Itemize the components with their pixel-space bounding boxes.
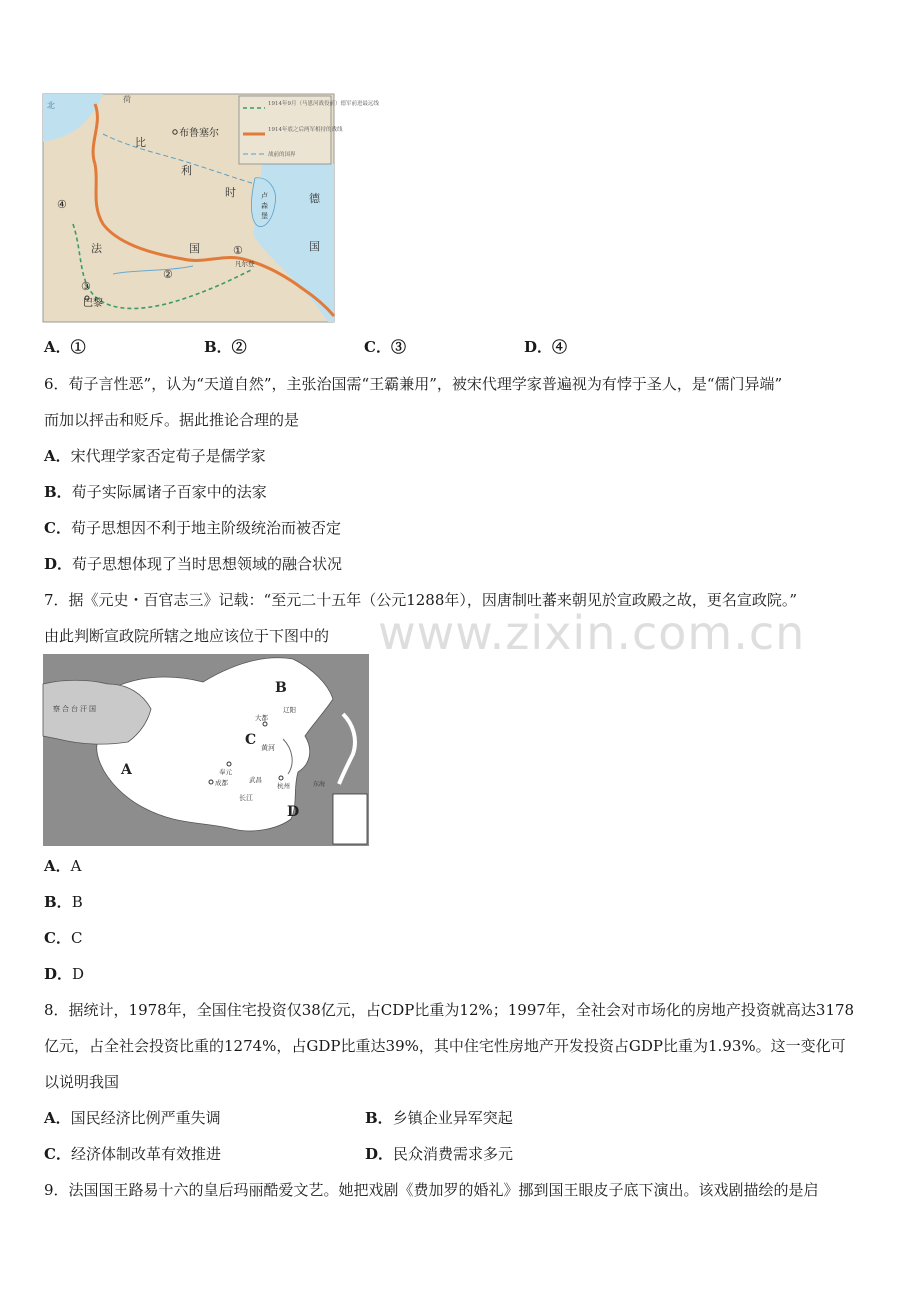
map2-label-A: A [121,762,132,778]
map2-label-D: D [287,804,300,820]
map1-marker-2: ② [163,268,173,281]
map2-label-C: C [245,732,257,748]
q7-stem-line1: 7．据《元史・百官志三》记载：“至元二十五年（公元1288年），因唐制吐蕃来朝见於宣政殿之故，更名宣政院。” [44,591,798,609]
map1-label-li: 利 [181,164,192,177]
q7-option-b-label: B． [44,893,72,911]
q6-option-c[interactable] [44,518,341,538]
q5-option-a[interactable]: A．① [44,338,86,356]
map2-label-dadu: 大都 [255,714,268,722]
map2-label-chagatai: 察合台汗国 [53,705,98,713]
q8-option-b-text: 乡镇企业异军突起 [392,1109,513,1127]
map2-label-B: B [275,680,287,696]
q8-option-c[interactable] [44,1144,221,1164]
q7-option-a[interactable] [44,856,81,876]
map2-label-yellow-river: 黄河 [261,744,275,752]
q8-option-d-text: 民众消费需求多元 [393,1145,514,1163]
q6-stem-line2: 而加以抨击和贬斥。据此推论合理的是 [44,411,300,429]
map1-label-bi: 比 [135,136,146,149]
q7-option-c-label: C． [44,929,71,947]
map1-label-guo-de: 国 [309,240,320,253]
q7-option-d-label: D． [44,965,73,983]
q7-option-c[interactable] [44,928,82,948]
legend-text-border: 战前的国界 [268,152,296,158]
q6-option-c-label: C． [44,519,71,537]
map2-label-yangtze: 长江 [239,794,253,802]
q7-option-d[interactable] [44,964,84,984]
q9-stem-line1: 9．法国国王路易十六的皇后玛丽酷爱文艺。她把戏剧《费加罗的婚礼》挪到国王眼皮子底下演出。该戏剧描绘的是启 [44,1181,819,1199]
q8-option-a[interactable] [44,1108,221,1128]
map1-label-fa: 法 [91,242,102,255]
q8-option-c-label: C． [44,1145,71,1163]
q5-options-row [44,337,864,359]
q7-option-a-label: A． [44,857,71,875]
western-front-map [43,94,379,322]
q7-option-b[interactable] [44,892,83,912]
q6-option-d[interactable] [44,554,342,574]
q7-option-b-text: B [71,893,83,911]
map1-label-lux1: 卢 [261,192,268,200]
map1-label-verdun: 凡尔登 [235,260,255,268]
q6-option-c-text: 荀子思想因不利于地主阶级统治而被否定 [70,519,341,537]
q8-stem-line1: 8．据统计，1978年，全国住宅投资仅38亿元，占CDP比重为12%；1997年，全社会对市场化的房地产投资就高达3178 [44,1001,855,1019]
map2-inset-box [333,794,367,844]
q6-option-a-label: A． [44,447,71,465]
map1-label-top: 荷 [123,95,131,104]
map2-label-liaoyang: 辽阳 [283,706,296,714]
q6-option-d-label: D． [44,555,73,573]
q8-stem-line3: 以说明我国 [44,1073,120,1091]
q5-option-d[interactable]: D．④ [524,338,568,356]
q8-option-d-label: D． [365,1145,394,1163]
q6-option-b-label: B． [44,483,72,501]
map1-label-brussels: 布鲁塞尔 [179,128,219,139]
q6-option-b-text: 荀子实际属诸子百家中的法家 [71,483,267,501]
q6-option-b[interactable] [44,482,267,502]
map1-marker-4: ④ [57,198,67,211]
q8-stem-line2: 亿元，占全社会投资比重的1274%，占GDP比重达39%，其中住宅性房地产开发投资占GDP比重为1.93%。这一变化可 [44,1037,846,1055]
map2-label-east-sea: 东海 [313,781,326,788]
q5-option-c[interactable]: C．③ [364,338,406,356]
map1-label-paris: 巴黎 [83,298,103,309]
map1-label-lux2: 森 [261,202,268,210]
yuan-dynasty-map [43,654,369,846]
map1-marker-3: ③ [81,280,91,293]
q6-stem-line1: 6．荀子言性恶”，认为“天道自然”，主张治国需“王霸兼用”，被宋代理学家普遍视为有悖于圣人，是“儒门异端” [44,375,783,393]
q7-option-d-text: D [72,965,85,983]
map1-marker-1: ① [233,244,243,257]
q6-option-a[interactable] [44,446,266,466]
map2-label-fengyuan: 奉元 [219,768,232,776]
map1-label-guo-fa: 国 [189,242,200,255]
q8-option-c-text: 经济体制改革有效推进 [70,1145,221,1163]
q8-option-a-label: A． [44,1109,71,1127]
legend-text-advance: 1914年9月（马恩河战役前）德军前进最远线 [268,101,379,107]
map2-label-wuchang: 武昌 [249,776,262,784]
q6-option-d-text: 荀子思想体现了当时思想领域的融合状况 [72,555,343,573]
q6-option-a-text: 宋代理学家否定荀子是儒学家 [70,447,266,465]
q8-option-b[interactable] [365,1108,513,1128]
map1-label-sea: 北 [47,101,55,110]
legend-text-front: 1914年底之后两军相持的战线 [268,127,343,133]
q8-option-b-label: B． [365,1109,393,1127]
q7-option-a-text: A [70,857,82,875]
map1-label-lux3: 堡 [261,212,268,220]
map1-label-de: 德 [309,192,320,205]
q7-stem-line2: 由此判断宣政院所辖之地应该位于下图中的 [44,627,330,645]
q8-option-d[interactable] [365,1144,513,1164]
q8-option-a-text: 国民经济比例严重失调 [70,1109,221,1127]
watermark: www.zixin.com.cn [378,606,806,660]
q7-option-c-text: C [70,929,83,947]
map1-label-shi: 时 [225,186,236,199]
map2-label-hangzhou: 杭州 [277,782,290,790]
map2-label-chengdu: 成都 [215,779,228,787]
q5-option-b[interactable]: B．② [204,338,247,356]
